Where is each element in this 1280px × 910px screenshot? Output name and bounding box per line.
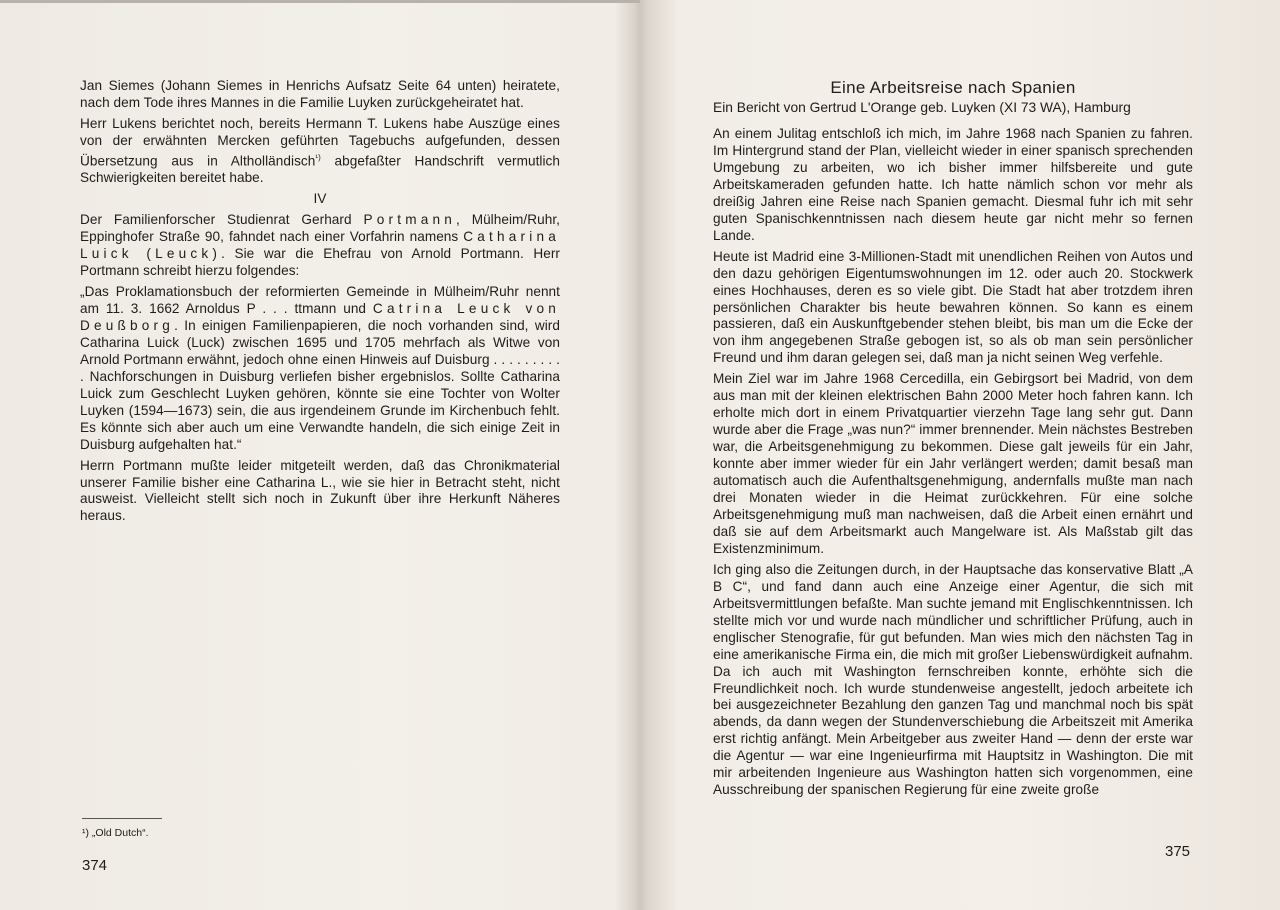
paragraph: Mein Ziel war im Jahre 1968 Cercedilla, ein Gebirgsort bei Madrid, von dem aus man mit der kleinen elektrischen Bahn 2000 Meter hoch fahren kann. Ich erholte mich dort in einem Privatquartier vierzehn Tage lang sehr gut. Dann wurde aber die Frage „was nun?“ immer brennender. Mein nächstes Bestreben war, die Arbeitsgenehmigung zu bekommen. Diese galt jeweils für ein Jahr, konnte aber immer wieder für ein Jahr verlängert werden; damit besaß man automatisch auch die Aufenthaltsgenehmigung, andernfalls mußte man nach drei Monaten wieder in die Heimat zurückkehren. Für eine solche Arbeitsgenehmigung muß man nachweisen, daß die Arbeit einen ernährt und daß sie auf dem Arbeitsmarkt auch Mangelware ist. Als Maßstab gilt das Existenzminimum.	[713, 371, 1193, 556]
quote-paragraph: „Das Proklamationsbuch der reformierten Gemeinde in Mülheim/Ruhr nennt am 11. 3. 1662 Arnoldus P . . . ttmann und Catrina Leuck von Deußborg. In einigen Familienpapieren, die noch vorhanden sind, wird Catharina Luick (Luck) zwischen 1695 und 1705 mehrfach als Witwe von Arnold Portmann erwähnt, jedoch ohne einen Hinweis auf Duisburg . . . . . . . . . . Nachforschungen in Duisburg verliefen bisher ergebnislos. Sollte Catharina Luick zum Geschlecht Luyken gehören, könnte sie eine Tochter von Wolter Luyken (1594—1673) sein, die aus irgendeinem Grunde im Kirchenbuch fehlt. Es könnte sich aber auch um eine Verwandte handeln, die sich einige Zeit in Duisburg aufgehalten hat.“	[80, 284, 560, 452]
paragraph: Ich ging also die Zeitungen durch, in der Hauptsache das konservative Blatt „A B C“, und fand dann auch eine Anzeige einer Agentur, die sich mit Arbeitsvermittlungen befaßte. Man suchte jemand mit Englischkenntnissen. Ich stellte mich vor und wurde nach mündlicher und schriftlicher Prüfung, auch in englischer Stenografie, für gut befunden. Man wies mich den nächsten Tag in eine amerikanische Firma ein, die mich mit großer Liebenswürdigkeit aufnahm. Da ich auch mit Washington fernschreiben konnte, erhöhte sich die Freundlichkeit noch. Ich wurde stundenweise angestellt, jedoch arbeitete ich bei ausgezeichneter Bezahlung den ganzen Tag und manchmal noch bis spät abends, da dann wegen der Stundenverschiebung die Arbeitszeit mit Amerika erst richtig anfängt. Mein Arbeitgeber aus zweiter Hand — denn der erste war die Agentur — war eine Ingenieurfirma mit Hauptsitz in Washington. Die mit mir arbeitenden Ingenieure aus Washington hatten sich vorgenommen, eine Ausschreibung der spanischen Regierung für eine zweite große	[713, 561, 1193, 798]
paragraph: Herr Lukens berichtet noch, bereits Hermann T. Lukens habe Auszüge eines von der erwähnten Mercken geführten Tagebuchs aufgefunden, dessen Übersetzung aus in Altholländisch$^{^1)}$ abgefaßter Handschrift vermutlich Schwierigkeiten bereitet habe.	[80, 115, 560, 186]
left-page-body	[80, 78, 560, 525]
paragraph: Herrn Portmann mußte leider mitgeteilt werden, daß das Chronikmaterial unserer Familie bisher eine Catharina L., wie sie hier in Betracht steht, nicht ausweist. Vielleicht stellt sich noch in Zukunft über ihre Herkunft Näheres heraus.	[80, 457, 560, 524]
article-subtitle: Ein Bericht von Gertrud L'Orange geb. Luyken (XI 73 WA), Hamburg	[713, 100, 1131, 115]
footnote: ¹) „Old Dutch“.	[82, 827, 149, 839]
page-number: 374	[82, 857, 108, 874]
spaced-name: Portmann	[363, 212, 457, 228]
footnote-marker: ¹)	[315, 152, 321, 162]
right-page-body	[713, 126, 1193, 799]
paragraph: An einem Julitag entschloß ich mich, im Jahre 1968 nach Spanien zu fahren. Im Hintergrund stand der Plan, vielleicht wieder in einer spanisch sprechenden Umgebung zu arbeiten, wo ich bisher immer hilfsbereite und gute Arbeitskameraden gefunden hatte. Ich hatte nämlich schon vor mehr als dreißig Jahren eine Reise nach Spanien gemacht. Diesmal fuhr ich mit sehr guten Spanischkenntnissen nach diesem heute gar nicht mehr so fernen Lande.	[713, 126, 1193, 243]
spaced-name: Catrina Leuck von Deußborg	[80, 300, 560, 333]
page-number: 375	[1165, 843, 1191, 860]
article-title: Eine Arbeitsreise nach Spanien	[830, 78, 1076, 97]
paragraph: Heute ist Madrid eine 3-Millionen-Stadt mit unendlichen Reihen von Autos und den dazu gehörigen Eigentumswohnungen im 12. oder auch 20. Stockwerk eines Hochhauses, deren es so viele gibt. Die Stadt hat aber trotzdem ihren persönlichen Charakter bis heute bewahren können. So kann es einem passieren, daß ein Auskunftgebender stehen bleibt, bis man um die Ecke der von ihm angegebenen Straße gebogen ist, so als ob man sein persönlicher Freund und ihm daran gelegen sei, daß man ja nicht seinen Weg verfehle.	[713, 248, 1193, 366]
paragraph: Der Familienforscher Studienrat Gerhard Portmann, Mülheim/Ruhr, Eppinghofer Straße 90, fahndet nach einer Vorfahrin namens Catharina Luick (Leuck). Sie war die Ehefrau von Arnold Portmann. Herr Portmann schreibt hierzu folgendes:	[80, 212, 560, 279]
left-page	[0, 0, 638, 910]
section-heading: IV	[313, 191, 327, 207]
footnote-rule	[82, 818, 162, 819]
spaced-name: Catharina Luick (Leuck)	[80, 229, 560, 262]
right-page	[642, 0, 1280, 910]
paragraph: Jan Siemes (Johann Siemes in Henrichs Aufsatz Seite 64 unten) heiratete, nach dem Tode ihres Mannes in die Familie Luyken zurückgeheiratet hat.	[80, 78, 560, 110]
